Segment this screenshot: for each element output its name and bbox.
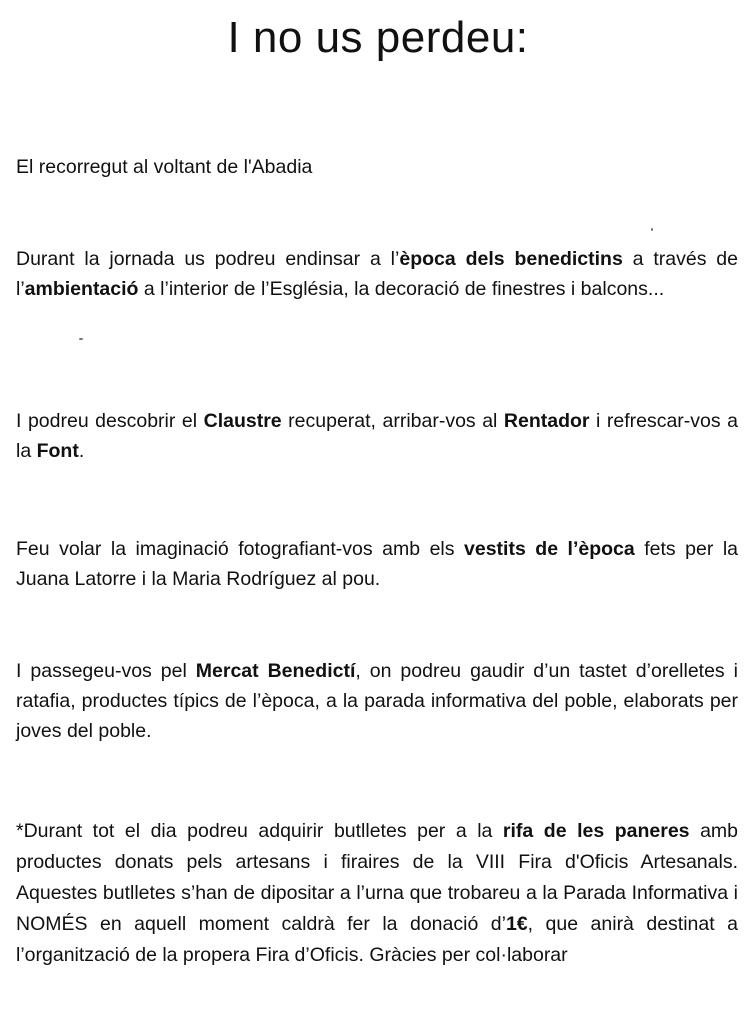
text-segment: I passegeu-vos pel — [16, 660, 196, 682]
text-segment: , on podreu gaudir d’un tastet d’orelletes i ratafia, productes típics de l’època, a la parada informativa del poble, elaborats per joves del poble. — [16, 660, 738, 742]
text-segment: a l’interior de l’Església, la decoració de finestres i balcons... — [138, 278, 665, 300]
text-segment: Durant la jornada us podreu endinsar a l’ — [16, 248, 400, 270]
scan-speck — [651, 228, 653, 231]
bold-text-segment: Font — [36, 440, 79, 462]
bold-text-segment: vestits de l’època — [464, 538, 635, 560]
text-segment: I podreu descobrir el — [16, 410, 204, 432]
bold-text-segment: rifa de les paneres — [502, 820, 690, 842]
text-segment: *Durant tot el dia podreu adquirir butlletes per a la — [16, 820, 503, 842]
text-segment: . — [78, 440, 85, 462]
text-segment: , que anirà destinat a l’organització de la propera Fira d’Oficis. Gràcies per col·laborar — [16, 913, 738, 966]
paragraph-jornada — [16, 244, 738, 304]
bold-text-segment: Claustre — [203, 410, 282, 432]
bold-text-segment: època dels benedictins — [399, 248, 623, 270]
text-segment: El recorregut al voltant de l'Abadia — [16, 156, 313, 178]
bold-text-segment: Rentador — [503, 410, 590, 432]
scan-speck — [79, 338, 83, 340]
text-segment: amb productes donats pels artesans i firaires de la VIII Fira d'Oficis Artesanals. Aquestes butlletes s’han de dipositar a l’urna que trobareu a la Parada Informativa i NOMÉS en aquell moment caldrà fer la donació d’ — [16, 820, 738, 935]
paragraph-mercat — [16, 656, 738, 746]
bold-text-segment: 1€ — [505, 913, 528, 935]
text-segment: a través de l’ — [16, 248, 738, 300]
paragraph-rifa — [16, 816, 738, 971]
text-segment: recuperat, arribar-vos al — [281, 410, 504, 432]
paragraph-claustre — [16, 406, 738, 466]
paragraph-recorregut — [16, 152, 738, 182]
paragraph-vestits — [16, 534, 738, 594]
page-title: I no us perdeu: — [227, 13, 529, 62]
text-segment: Feu volar la imaginació fotografiant-vos amb els — [16, 538, 464, 560]
bold-text-segment: Mercat Benedictí — [195, 660, 356, 682]
text-segment: i refrescar-vos a la — [16, 410, 738, 462]
text-segment: fets per la Juana Latorre i la Maria Rodríguez al pou. — [16, 538, 739, 590]
bold-text-segment: ambientació — [24, 278, 139, 300]
